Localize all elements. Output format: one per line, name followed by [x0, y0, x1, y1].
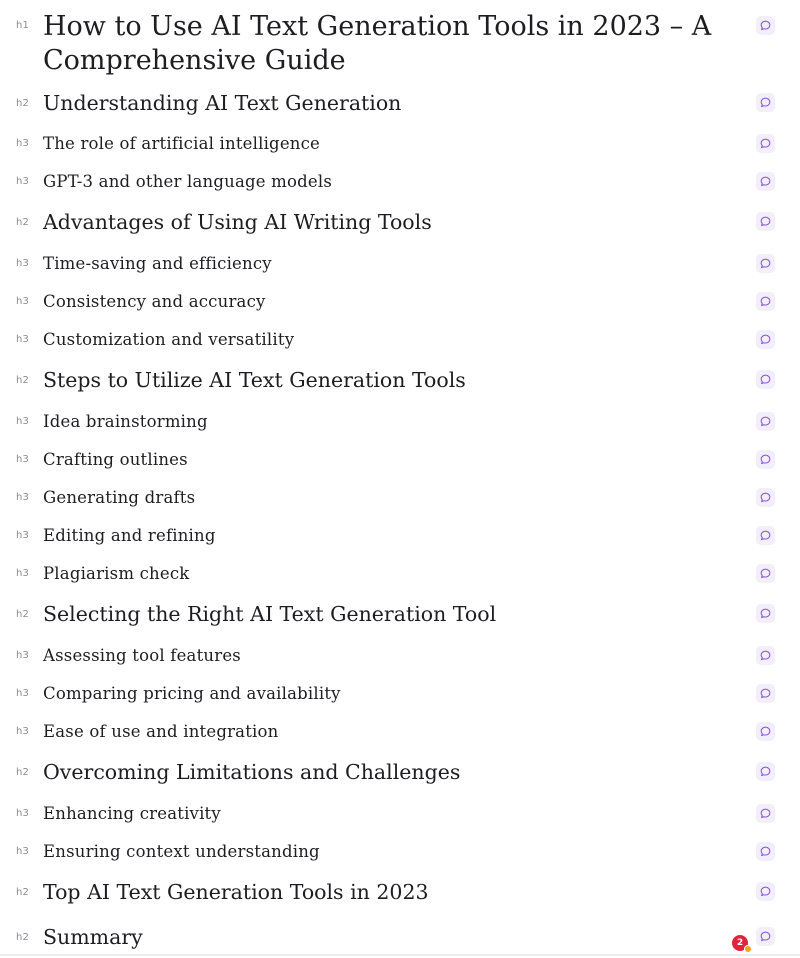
- heading-level-tag: h2: [16, 932, 30, 943]
- comment-bubble-icon: [760, 416, 771, 427]
- comment-bubble-icon: [760, 688, 771, 699]
- comment-bubble-icon: [760, 454, 771, 465]
- heading-level-tag: h2: [16, 375, 30, 386]
- comment-bubble-icon: [760, 886, 771, 897]
- comment-bubble-icon: [760, 258, 771, 269]
- heading-text[interactable]: Advantages of Using AI Writing Tools: [43, 210, 432, 234]
- heading-level-tag: h3: [16, 138, 30, 149]
- comment-button[interactable]: [756, 134, 775, 153]
- comment-button[interactable]: [756, 564, 775, 583]
- comment-bubble-icon: [760, 931, 771, 942]
- notification-status-dot: [744, 945, 752, 953]
- comment-button[interactable]: [756, 684, 775, 703]
- heading-level-tag: h3: [16, 296, 30, 307]
- comment-button[interactable]: [756, 526, 775, 545]
- comment-button[interactable]: [756, 370, 775, 389]
- heading-level-tag: h3: [16, 530, 30, 541]
- heading-text[interactable]: Top AI Text Generation Tools in 2023: [43, 880, 429, 904]
- comment-bubble-icon: [760, 176, 771, 187]
- heading-text[interactable]: Consistency and accuracy: [43, 292, 266, 311]
- heading-text[interactable]: Assessing tool features: [43, 646, 241, 665]
- comment-button[interactable]: [756, 488, 775, 507]
- heading-level-tag: h3: [16, 334, 30, 345]
- comment-bubble-icon: [760, 97, 771, 108]
- heading-level-tag: h3: [16, 726, 30, 737]
- comment-bubble-icon: [760, 216, 771, 227]
- comment-button[interactable]: [756, 412, 775, 431]
- comment-button[interactable]: [756, 762, 775, 781]
- heading-text[interactable]: Steps to Utilize AI Text Generation Tools: [43, 368, 466, 392]
- heading-text[interactable]: Generating drafts: [43, 488, 196, 507]
- comment-bubble-icon: [760, 492, 771, 503]
- heading-level-tag: h3: [16, 650, 30, 661]
- comment-bubble-icon: [760, 334, 771, 345]
- heading-text[interactable]: Understanding AI Text Generation: [43, 91, 402, 115]
- comment-button[interactable]: [756, 842, 775, 861]
- heading-level-tag: h2: [16, 887, 30, 898]
- comment-bubble-icon: [760, 138, 771, 149]
- comment-bubble-icon: [760, 608, 771, 619]
- comment-bubble-icon: [760, 296, 771, 307]
- comment-button[interactable]: [756, 927, 775, 946]
- heading-level-tag: h3: [16, 492, 30, 503]
- heading-text[interactable]: Editing and refining: [43, 526, 216, 545]
- comment-button[interactable]: [756, 330, 775, 349]
- comment-bubble-icon: [760, 568, 771, 579]
- heading-level-tag: h3: [16, 454, 30, 465]
- comment-button[interactable]: [756, 604, 775, 623]
- heading-level-tag: h3: [16, 416, 30, 427]
- heading-text[interactable]: Summary: [43, 925, 143, 949]
- comment-button[interactable]: [756, 292, 775, 311]
- comment-bubble-icon: [760, 374, 771, 385]
- comment-bubble-icon: [760, 530, 771, 541]
- heading-level-tag: h2: [16, 767, 30, 778]
- heading-level-tag: h2: [16, 217, 30, 228]
- heading-text[interactable]: How to Use AI Text Generation Tools in 2023 – A Comprehensive Guide: [43, 11, 712, 76]
- heading-level-tag: h3: [16, 846, 30, 857]
- heading-text[interactable]: GPT-3 and other language models: [43, 172, 333, 191]
- comment-bubble-icon: [760, 20, 771, 31]
- bottom-divider: [0, 954, 800, 956]
- heading-text[interactable]: Time-saving and efficiency: [43, 254, 272, 273]
- comment-button[interactable]: [756, 254, 775, 273]
- heading-text[interactable]: Customization and versatility: [43, 330, 295, 349]
- comment-button[interactable]: [756, 212, 775, 231]
- comment-bubble-icon: [760, 726, 771, 737]
- heading-level-tag: h2: [16, 98, 30, 109]
- comment-button[interactable]: [756, 722, 775, 741]
- comment-bubble-icon: [760, 766, 771, 777]
- heading-text[interactable]: Crafting outlines: [43, 450, 188, 469]
- heading-text[interactable]: The role of artificial intelligence: [43, 134, 321, 153]
- heading-text[interactable]: Plagiarism check: [43, 564, 190, 583]
- comment-button[interactable]: [756, 804, 775, 823]
- heading-text[interactable]: Ensuring context understanding: [43, 842, 320, 861]
- heading-level-tag: h2: [16, 609, 30, 620]
- heading-text[interactable]: Ease of use and integration: [43, 722, 279, 741]
- heading-text[interactable]: Overcoming Limitations and Challenges: [43, 760, 461, 784]
- comment-button[interactable]: [756, 450, 775, 469]
- heading-level-tag: h3: [16, 688, 30, 699]
- comment-bubble-icon: [760, 808, 771, 819]
- heading-level-tag: h3: [16, 808, 30, 819]
- comment-bubble-icon: [760, 846, 771, 857]
- comment-button[interactable]: [756, 646, 775, 665]
- heading-text[interactable]: Idea brainstorming: [43, 412, 208, 431]
- heading-level-tag: h1: [16, 20, 30, 31]
- heading-level-tag: h3: [16, 258, 30, 269]
- notification-count: 2: [736, 938, 744, 948]
- heading-level-tag: h3: [16, 568, 30, 579]
- comment-button[interactable]: [756, 882, 775, 901]
- comment-button[interactable]: [756, 16, 775, 35]
- heading-level-tag: h3: [16, 176, 30, 187]
- heading-text[interactable]: Selecting the Right AI Text Generation Tool: [43, 602, 497, 626]
- heading-text[interactable]: Enhancing creativity: [43, 804, 221, 823]
- comment-bubble-icon: [760, 650, 771, 661]
- comment-button[interactable]: [756, 172, 775, 191]
- heading-text[interactable]: Comparing pricing and availability: [43, 684, 341, 703]
- comment-button[interactable]: [756, 93, 775, 112]
